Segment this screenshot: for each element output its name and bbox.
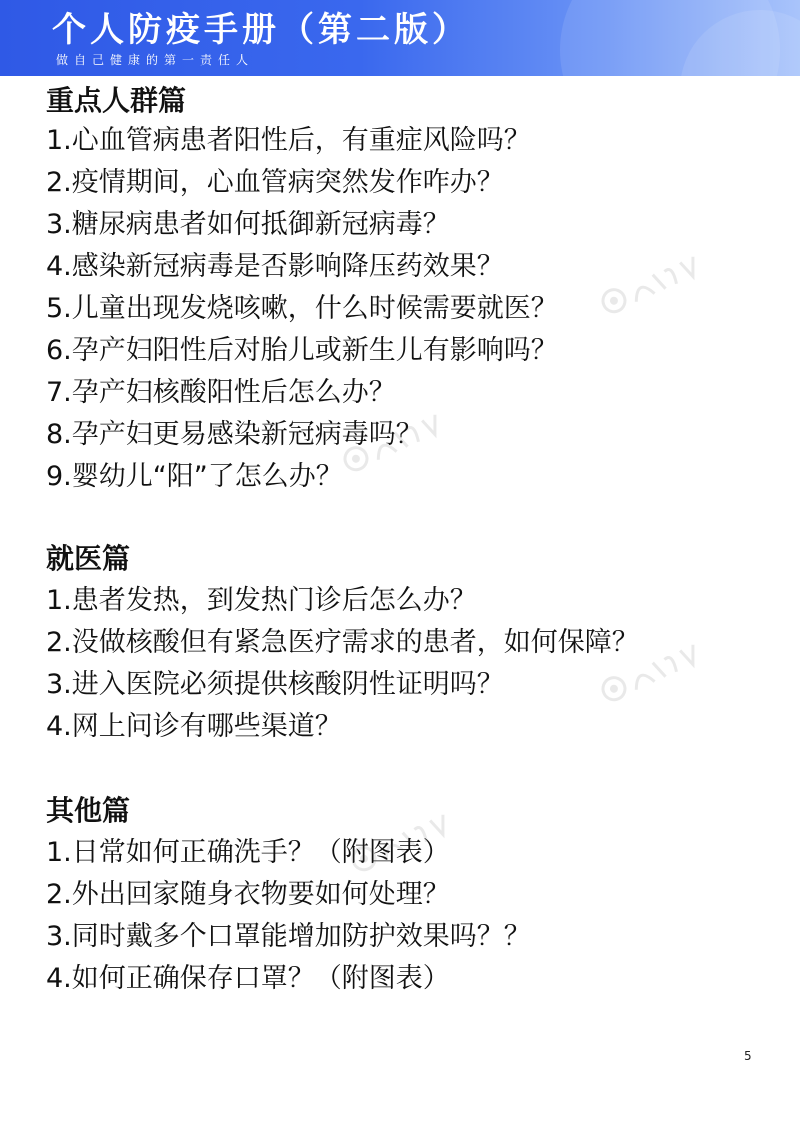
manual-subtitle: 做自己健康的第一责任人 [56, 53, 255, 67]
watermark-logo-icon [593, 239, 719, 324]
question-item: 2.没做核酸但有紧急医疗需求的患者，如何保障？ [46, 627, 639, 658]
question-item: 3.同时戴多个口罩能增加防护效果吗？？ [46, 921, 531, 952]
question-item: 1.患者发热，到发热门诊后怎么办？ [46, 585, 477, 616]
question-item: 1.日常如何正确洗手？（附图表） [46, 837, 450, 868]
question-item: 5.儿童出现发烧咳嗽，什么时候需要就医？ [46, 293, 558, 324]
section-heading: 其他篇 [46, 794, 131, 827]
question-item: 7.孕产妇核酸阳性后怎么办？ [46, 377, 396, 408]
question-item: 2.外出回家随身衣物要如何处理？ [46, 879, 450, 910]
question-item: 4.网上问诊有哪些渠道？ [46, 711, 342, 742]
section-heading: 重点人群篇 [46, 84, 187, 117]
question-item: 2.疫情期间，心血管病突然发作咋办？ [46, 167, 504, 198]
header-banner [0, 0, 800, 76]
question-item: 1.心血管病患者阳性后，有重症风险吗？ [46, 125, 531, 156]
question-item: 4.如何正确保存口罩？（附图表） [46, 963, 450, 994]
question-item: 9.婴幼儿“阳”了怎么办？ [46, 461, 343, 492]
question-item: 4.感染新冠病毒是否影响降压药效果？ [46, 251, 504, 282]
question-item: 6.孕产妇阳性后对胎儿或新生儿有影响吗？ [46, 335, 558, 366]
question-item: 3.进入医院必须提供核酸阴性证明吗？ [46, 669, 504, 700]
question-item: 3.糖尿病患者如何抵御新冠病毒？ [46, 209, 450, 240]
watermark-logo-icon [335, 397, 461, 482]
section-heading: 就医篇 [46, 542, 131, 575]
page-number: 5 [744, 1049, 752, 1063]
question-item: 8.孕产妇更易感染新冠病毒吗？ [46, 419, 423, 450]
manual-title: 个人防疫手册（第二版） [52, 10, 470, 50]
